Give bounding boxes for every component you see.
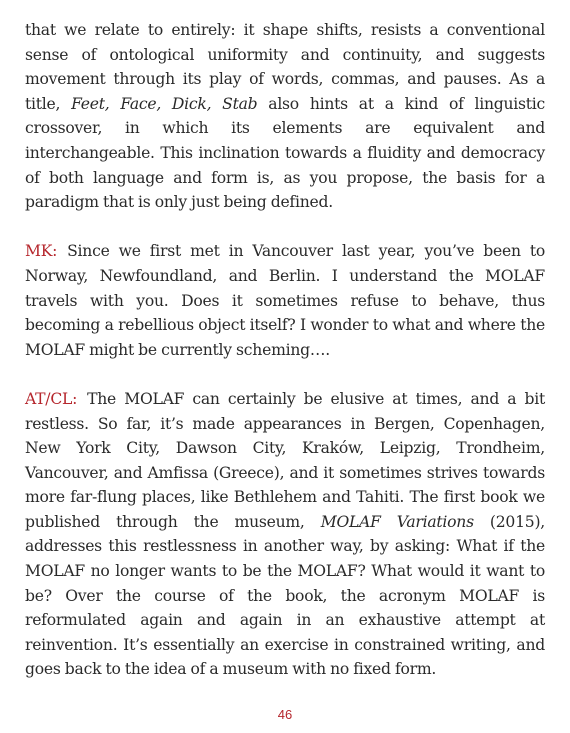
speaker-label-at-cl: AT/CL: [25, 389, 78, 408]
book-title-italic: MOLAF Variations [320, 512, 474, 531]
paragraph-1 [25, 18, 545, 215]
paragraph-3 [25, 387, 545, 682]
text-segment: also hints at a kind of linguistic crossover, in which its elements are equivalent and interchangeable. This inclination towards a fluidity and democracy of both language and form is, as you propose, the basis for a paradigm that is only just being defined. [25, 94, 545, 212]
page-body [25, 18, 545, 707]
text-segment: The MOLAF can certainly be elusive at times, and a bit restless. So far, it’s made appearances in Bergen, Copenhagen, New York City, Dawson City, Kraków, Leipzig, Trondheim, Vancouver, and Amfissa (Greece), and it sometimes strives towards more far-flung places, like Bethlehem and Tahiti. The first book we published through the museum, [25, 389, 545, 531]
paragraph-2 [25, 239, 545, 362]
speaker-label-mk: MK: [25, 242, 58, 261]
book-title-italic: Feet, Face, Dick, Stab [71, 94, 258, 113]
text-segment: that we relate to entirely: it shape shifts, resists a conventional sense of ontological uniformity and continuity, and suggests movement through its play of words, commas, and pauses. As a title, [25, 21, 545, 113]
text-segment: Since we first met in Vancouver last year, you’ve been to Norway, Newfoundland, and Berlin. I understand the MOLAF travels with you. Does it sometimes refuse to behave, thus becoming a rebellious object itself? I wonder to what and where the MOLAF might be currently scheming…. [25, 242, 545, 359]
page-number: 46 [277, 707, 293, 722]
text-segment: (2015), addresses this restlessness in another way, by asking: What if the MOLAF no longer wants to be the MOLAF? What would it want to be? Over the course of the book, the acronym MOLAF is reformulated again and again in an exhaustive attempt at reinvention. It’s essentially an exercise in constrained writing, and goes back to the idea of a museum with no fixed form. [25, 512, 545, 679]
